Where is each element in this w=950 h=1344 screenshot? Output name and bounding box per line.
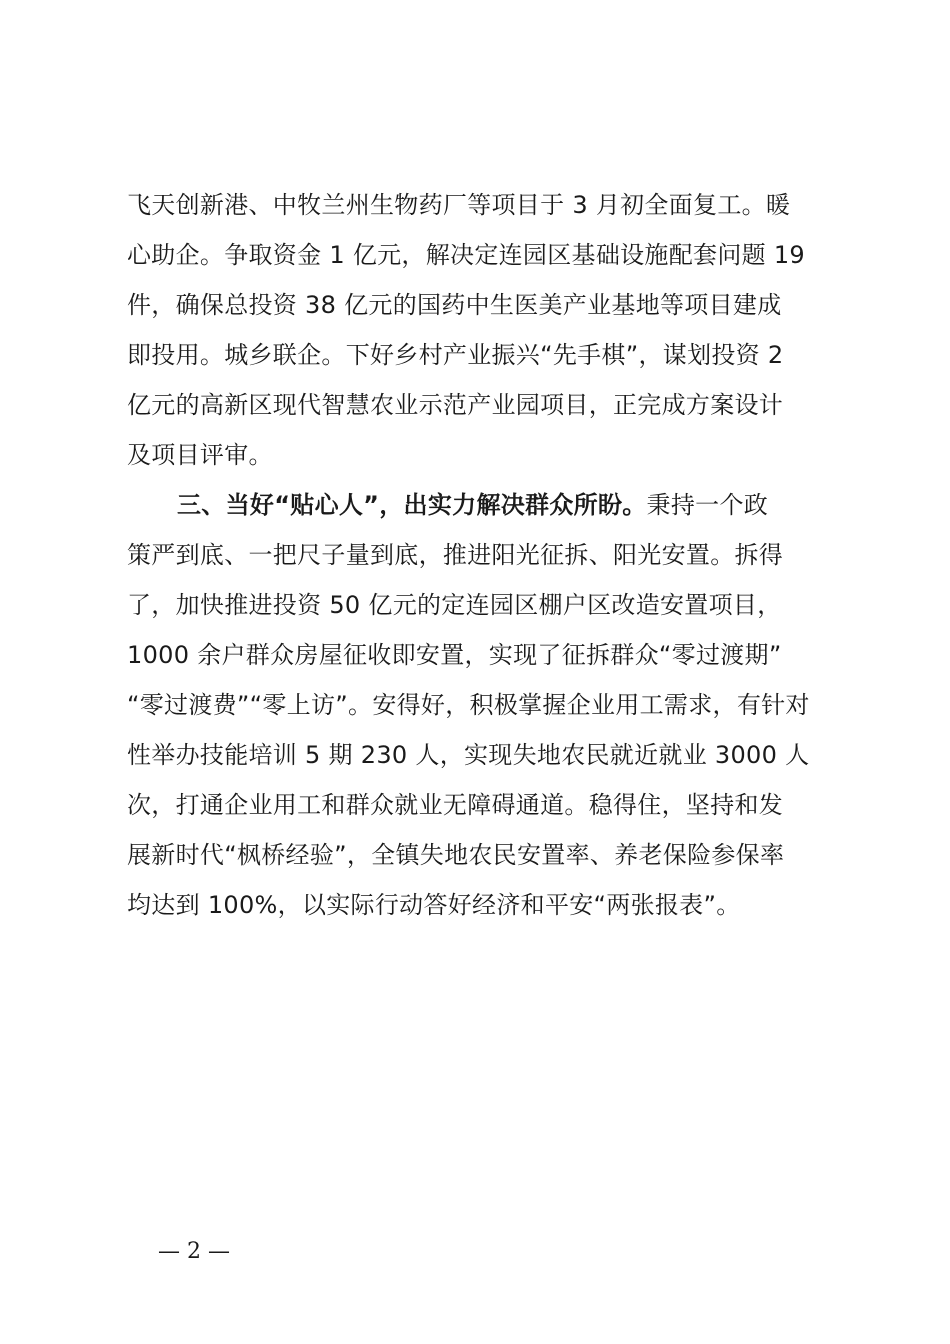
text-line: 展新时代“枫桥经验”，全镇失地农民安置率、养老保险参保率 [127, 841, 785, 869]
text-line: 性举办技能培训 5 期 230 人，实现失地农民就近就业 3000 人 [127, 741, 810, 769]
page-number: — 2 — [158, 1239, 230, 1264]
paragraph-1 [127, 180, 833, 480]
text-line: 了，加快推进投资 50 亿元的定连园区棚户区改造安置项目， [127, 591, 782, 619]
text-line: 心助企。争取资金 1 亿元，解决定连园区基础设施配套问题 19 [127, 241, 805, 269]
text-line: 均达到 100%，以实际行动答好经济和平安“两张报表”。 [127, 891, 741, 919]
text-line: 即投用。城乡联企。下好乡村产业振兴“先手棋”，谋划投资 2 [127, 341, 784, 369]
text-line: 飞天创新港、中牧兰州生物药厂等项目于 3 月初全面复工。暖 [127, 191, 791, 219]
text-line: 次，打通企业用工和群众就业无障碍通道。稳得住，坚持和发 [127, 791, 784, 819]
paragraph-2 [127, 480, 833, 930]
text-line: 及项目评审。 [127, 441, 273, 469]
text-line: 策严到底、一把尺子量到底，推进阳光征拆、阳光安置。拆得 [127, 541, 784, 569]
paragraph-2-first-line [127, 480, 833, 530]
section-heading: 三、当好“贴心人”，出实力解决群众所盼。 [177, 491, 647, 519]
text-line: 件，确保总投资 38 亿元的国药中生医美产业基地等项目建成 [127, 291, 782, 319]
text-run: 秉持一个政 [646, 491, 769, 519]
text-line: “零过渡费”“零上访”。安得好，积极掌握企业用工需求，有针对 [127, 691, 810, 719]
text-line: 亿元的高新区现代智慧农业示范产业园项目，正完成方案设计 [127, 391, 784, 419]
text-line: 1000 余户群众房屋征收即安置，实现了征拆群众“零过渡期” [127, 641, 782, 669]
body-text [127, 180, 833, 930]
